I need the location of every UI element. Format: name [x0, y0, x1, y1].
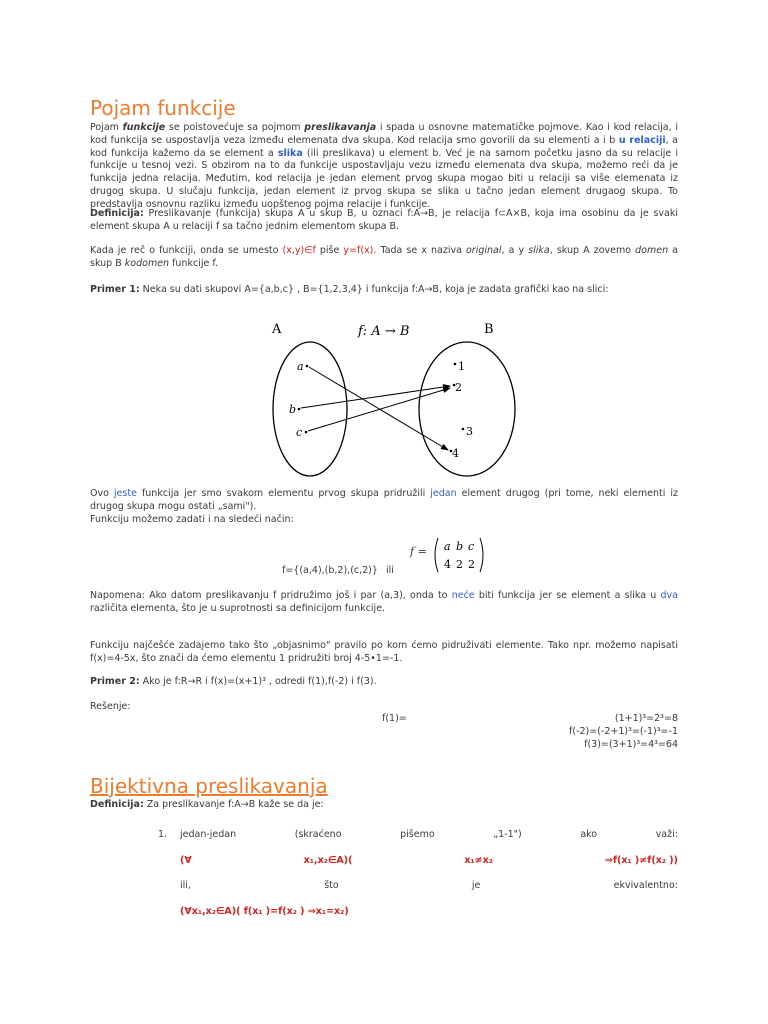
- notation-paragraph: [90, 245, 678, 271]
- definition2-text: Za preslikavanje f:A→B kaže se da je:: [143, 799, 324, 810]
- after-text: element drugog (pri tome, neki elementi iz drugog skupa mogu ostati „sami").: [90, 488, 678, 512]
- notation-text: funkcije f.: [169, 257, 219, 269]
- arrow-b-to-2: [301, 386, 450, 408]
- matrix-bottom-1: 4: [444, 558, 451, 571]
- dot-a: [306, 365, 309, 368]
- intro-text: (ili preslikava) u element b. Već je na samom početku jasno da su relacije i funkcije u tesnoj vezi. S obzirom na to da funkcije uspostavljaju vezu između elemenata dva skupa, možemo reći da je funkcija jedna relacija. Međutim, kod relacija je jedan element prvog skupa mogao biti u relaciji sa više elemenata iz drugog skupa. U slučaju funkcija, jedan element iz prvog skupa se slika u tačno jedan element drugaog skupa. To predstavlja osnovnu razliku između uopštenog pojma relacije i funkcije.: [90, 147, 678, 210]
- matrix-notation: [410, 536, 490, 576]
- notation-pair: (x,y)∈f: [282, 245, 316, 256]
- example1-label: Primer 1:: [90, 284, 140, 295]
- example1-paragraph: [90, 284, 678, 297]
- ili-text: ili: [386, 565, 394, 576]
- item1-word: pišemo: [400, 829, 435, 840]
- formula-part: ⇒f(x₁ )≠f(x₂ )): [604, 855, 678, 866]
- element-2: 2: [455, 381, 462, 394]
- notation-text: Kada je reč o funkciji, onda se umesto: [90, 245, 283, 256]
- example1-text: Neka su dati skupovi A={a,b,c} , B={1,2,3,4} i funkcija f:A→B, koja je zadata grafički kao na slici:: [139, 284, 609, 295]
- matrix-top-a: a: [444, 540, 451, 553]
- term-slika-italic: slika: [528, 245, 550, 256]
- equiv-word: što: [324, 880, 339, 891]
- definition2-label: Definicija:: [90, 799, 144, 810]
- set-b-label: B: [484, 322, 494, 337]
- notation-text: piše: [315, 245, 344, 256]
- definition-text: Preslikavanje (funkcija) skupa A u skup B, u oznaci f:A→B, je relacija f⊂A×B, koja ima osobinu da je svaki element skupa A u relaciji f sa tačno jednim elementom skupa B.: [90, 208, 678, 232]
- matrix-top-b: b: [456, 540, 464, 553]
- intro-text: i spada u osnovne matematičke pojmove. Kao i kod relacija, i kod funkcija se uspostavlja veza između elemenata dva skupa. Kod relacija smo govorili da su elementi a i b: [90, 122, 678, 146]
- set-a-label: A: [272, 322, 282, 337]
- formula-part: x₁≠x₂: [464, 855, 493, 866]
- element-3: 3: [466, 425, 473, 438]
- after-text: funkcija jer smo svakom elementu prvog skupa pridružili: [136, 488, 431, 499]
- notation-text: , skup A zovemo: [549, 245, 636, 256]
- equiv-word: ili,: [180, 880, 191, 891]
- intro-text: , a kod funkcija kažemo da se element a: [90, 134, 678, 159]
- set-a-ellipse: [273, 342, 347, 476]
- term-nece: neće: [451, 590, 475, 601]
- notation-text: Tada se x naziva: [376, 245, 466, 256]
- notation-formula: y=f(x).: [343, 245, 377, 256]
- mapping-title: f: A → B: [358, 324, 410, 339]
- intro-text: se poistovećuje sa pojmom: [165, 122, 305, 133]
- set-b-ellipse: [419, 342, 515, 476]
- solution-f1-left: f(1)=: [382, 713, 407, 724]
- function-mapping-diagram: [250, 312, 530, 480]
- term-jeste: jeste: [113, 488, 137, 499]
- item1-line: [180, 829, 678, 840]
- notation-text: , a y: [501, 245, 529, 256]
- matrix-lhs: f =: [410, 545, 427, 558]
- notation-text: a skup B: [90, 245, 678, 269]
- equiv-word: je: [471, 880, 481, 891]
- solution-f1-right: (1+1)³=2³=8: [614, 713, 678, 724]
- note-text: Napomena: Ako datom preslikavanju f pridružimo još i par (a,3), onda to: [90, 590, 452, 601]
- item1-word: „1-1"): [493, 829, 522, 840]
- dot-3: [462, 428, 465, 431]
- dot-1: [454, 363, 457, 366]
- term-kodomen: kodomen: [124, 257, 170, 269]
- definition2-paragraph: [90, 799, 678, 812]
- element-a: a: [297, 360, 304, 373]
- matrix-top-c: c: [468, 540, 475, 553]
- arrow-a-to-4: [309, 367, 448, 450]
- heading-pojam-funkcije: Pojam funkcije: [90, 96, 236, 120]
- term-preslikavanja: preslikavanja: [304, 122, 377, 133]
- item1-word: važi:: [655, 829, 678, 840]
- element-4: 4: [452, 447, 459, 460]
- after-text: Ovo: [90, 488, 114, 499]
- matrix-bottom-3: 2: [468, 558, 475, 571]
- note-text: biti funkcija jer se element a slika u: [474, 590, 661, 601]
- dot-c: [305, 431, 308, 434]
- note-text: različita elementa, što je u suprotnosti sa definicijom funkcije.: [90, 602, 386, 614]
- item1-number: 1.: [158, 829, 168, 840]
- item1-word: jedan-jedan: [180, 829, 237, 840]
- other-way-text: Funkciju možemo zadati i na sledeći način:: [90, 514, 294, 525]
- item1-word: (skraćeno: [294, 829, 342, 840]
- term-domen: domen: [635, 245, 669, 256]
- heading-bijektivna: Bijektivna preslikavanja: [90, 774, 328, 798]
- example2-paragraph: [90, 676, 678, 689]
- rule-paragraph: Funkciju najčešće zadajemo tako što „objasnimo" pravilo po kom ćemo pidruživati elemente. Tako npr. možemo napisati f(x)=4-5x, što znači da ćemo elementu 1 pridružiti broj 4-5•1=-1.: [90, 640, 678, 664]
- element-1: 1: [458, 360, 465, 373]
- set-form-notation: f={(a,4),(b,2),(c,2)}: [282, 565, 378, 576]
- matrix-bottom-2: 2: [456, 558, 463, 571]
- definition-label: Definicija:: [90, 208, 144, 219]
- example2-text: Ako je f:R→R i f(x)=(x+1)³ , odredi f(1),f(-2) i f(3).: [139, 676, 377, 687]
- formula-part: (∀: [180, 855, 192, 866]
- equivalent-line: [180, 880, 678, 891]
- formula-part: x₁,x₂∈A)(: [303, 855, 353, 866]
- term-jedan: jedan: [430, 488, 457, 499]
- element-b: b: [289, 403, 297, 416]
- solution-f2: f(-2)=(-2+1)³=(-1)³=-1: [569, 726, 678, 737]
- term-original: original: [466, 245, 502, 256]
- term-u-relaciji: u relaciji: [618, 134, 666, 146]
- term-slika: slika: [277, 147, 303, 159]
- definition-paragraph: [90, 208, 678, 234]
- formula-injective: [180, 855, 678, 866]
- term-funkcije: funkcije: [122, 122, 166, 133]
- element-c: c: [296, 426, 303, 439]
- intro-text: Pojam: [90, 122, 123, 133]
- solution-f3: f(3)=(3+1)³=4³=64: [584, 739, 678, 750]
- example2-label: Primer 2:: [90, 676, 140, 687]
- term-dva: dva: [660, 590, 678, 601]
- solution-label: Rešenje:: [90, 701, 131, 712]
- dot-b: [298, 408, 301, 411]
- after-diagram-paragraph: [90, 488, 678, 514]
- arrow-c-to-2: [308, 388, 450, 431]
- item1-word: ako: [580, 829, 598, 840]
- intro-paragraph: [90, 122, 678, 212]
- equiv-word: ekvivalentno:: [613, 880, 678, 891]
- note-paragraph: [90, 590, 678, 616]
- matrix-parentheses: [432, 536, 486, 574]
- formula-injective-equivalent: (∀x₁,x₂∈A)( f(x₁ )=f(x₂ ) ⇒x₁=x₂): [180, 906, 349, 917]
